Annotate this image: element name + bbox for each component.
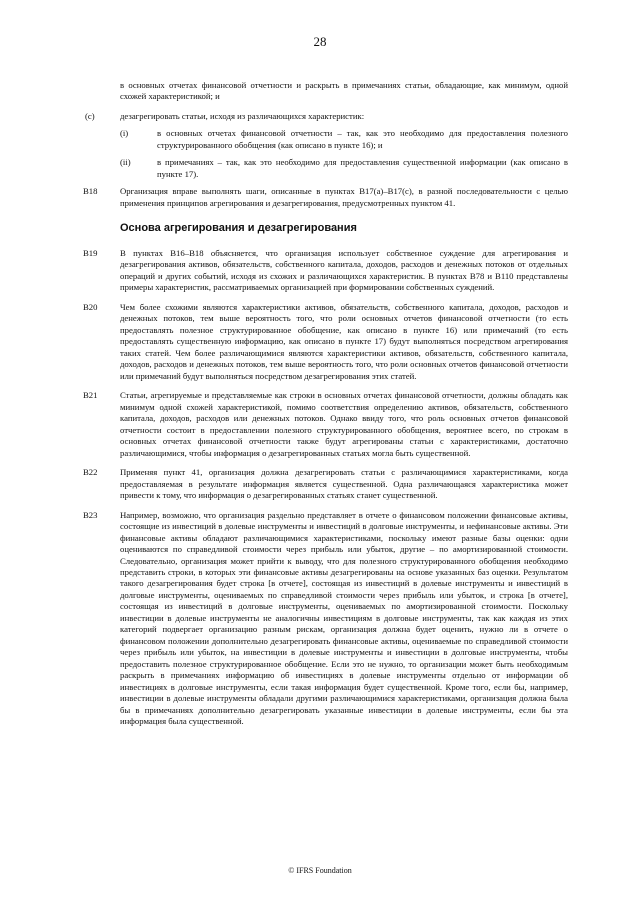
paragraph-number: B18 bbox=[83, 186, 98, 197]
sublist-item-i bbox=[120, 128, 568, 151]
paragraph-text: Чем более схожими являются характеристики активов, обязательств, собственного капитала, доходов, расходов и денежных потоков, тем выше вероятность того, что роли основных отчетов финансовой отчетности (то есть предоставлять полезное структурированное обобщение, как описано в пункте 16) или примечаний (то есть предоставлять существенную информацию, как описано в пункте 17) будут выполняться посредством агрегирования таких статей. Чем более различающимися являются характеристики активов, обязательств, собственного капитала, доходов, расходов и денежных потоков, тем выше вероятность того, что роли основных отчетов финансовой отчетности или примечаний будут выполняться посредством дезагрегирования этих статей. bbox=[120, 301, 568, 381]
list-label: (c) bbox=[85, 110, 95, 121]
section-heading: Основа агрегирования и дезагрегирования bbox=[120, 222, 357, 235]
footer-copyright: © IFRS Foundation bbox=[288, 866, 352, 875]
paragraph-text: Статьи, агрегируемые и представляемые как строки в основных отчетах финансовой отчетности, должны обладать как минимум одной схожей характеристикой, помимо соответствия определению активов, обязательств, собственного капитала, доходов, расходов или денежных потоков. Однако ввиду того, что роль основных отчетов финансовой отчетности состоит в предоставлении полезного структурированного обобщения, вероятнее всего, по строкам в основных отчетах финансовой отчетности также будут агрегированы статьи с характеристиками, достаточно различающимися, чтобы информация о дезагрегированных статьях могла быть существенной. bbox=[120, 390, 568, 458]
sublist-item-ii bbox=[120, 157, 568, 180]
paragraph-number: B19 bbox=[83, 247, 98, 258]
paragraph-number: B20 bbox=[83, 301, 98, 312]
paragraph-text: В пунктах B16–B18 объясняется, что организация использует собственное суждение для агрегирования и дезагрегирования активов, обязательств, собственного капитала, доходов, расходов и денежных потоков от отдельных операций и других событий, исходя из схожих и различающихся характеристик. В пунктах B78 и B110 представлены примеры характеристик, рассматриваемых организацией при формировании собственных суждений. bbox=[120, 247, 568, 293]
paragraph-b20 bbox=[83, 302, 568, 382]
page-body bbox=[83, 80, 568, 736]
paragraph-text: Организация вправе выполнять шаги, описанные в пунктах B17(a)–B17(c), в разной последовательности с целью применения принципов агрегирования и дезагрегирования, предусмотренных пунктом 41. bbox=[120, 186, 568, 208]
paragraph-text: Применяя пункт 41, организация должна дезагрегировать статьи с различающимися характеристиками, когда предоставляемая в результате информация является существенной. Одна различающаяся характеристика может привести к тому, что информация о дезагрегированных статьях станет существенной. bbox=[120, 467, 568, 501]
list-text: дезагрегировать статьи, исходя из различающихся характеристик: bbox=[120, 110, 365, 121]
list-item-c bbox=[83, 111, 568, 122]
sublist-text: в примечаниях – так, как это необходимо для предоставления существенной информации (как описано в пункте 17). bbox=[157, 157, 568, 179]
intro-text: в основных отчетах финансовой отчетности и раскрыть в примечаниях статьи, обладающие, как минимум, одной схожей характеристикой; и bbox=[120, 80, 568, 102]
paragraph-b19 bbox=[83, 248, 568, 294]
paragraph-number: B23 bbox=[83, 509, 98, 520]
paragraph-b23 bbox=[83, 510, 568, 728]
sublist-text: в основных отчетах финансовой отчетности – так, как это необходимо для предоставления полезного структурированного обобщения (как описано в пункте 16); и bbox=[157, 128, 568, 150]
paragraph-b21 bbox=[83, 390, 568, 459]
paragraph-number: B21 bbox=[83, 390, 98, 401]
paragraph-b22 bbox=[83, 467, 568, 501]
paragraph-b18 bbox=[83, 186, 568, 209]
sublist-label: (ii) bbox=[120, 157, 131, 168]
page-number: 28 bbox=[313, 34, 327, 49]
paragraph-number: B22 bbox=[83, 467, 98, 478]
paragraph-text: Например, возможно, что организация раздельно представляет в отчете о финансовом положении финансовые активы, состоящие из инвестиций в долевые инструменты и инвестиций в долговые инструменты, и нефинансовые активы. Эти финансовые активы обладают различающимися характеристиками, поскольку имеют разные базы оценки: одни оцениваются по справедливой стоимости через прибыль или убыток, другие – по амортизированной стоимости. Следовательно, организация может прийти к выводу, что для полезного структурированного обобщения необходимо представить строки, в которых эти финансовые активы дезагрегированы на основе указанных баз оценки. Результатом такого дезагрегирования будет строка [в отчете], состоящая из инвестиций в долевые инструменты и инвестиций в долговые инструменты, оцениваемых по справедливой стоимости через прибыль или убыток, и строка [в отчете], состоящая из инвестиций в долговые инструменты, оцениваемых по амортизированной стоимости. Поскольку инвестиции в долевые инструменты не аналогичны инвестициям в долговые инструменты, так как каждая из этих категорий подвергает организацию разным рискам, организация должна будет оценить, нужно ли в отчете о финансовом положении дополнительно дезагрегировать финансовые активы, оцениваемые по справедливой стоимости через прибыль или убыток, на инвестиции в долевые инструменты и инвестиции в долговые инструменты, чтобы предоставить полезное структурированное обобщение. Если это не нужно, то организации может быть необходимым раскрыть в примечаниях информацию об инвестициях в долевые инструменты отдельно от информации об инвестициях в долговые инструменты, если такая информация будет существенной. Кроме того, если бы, например, инвестиции в долевые инструменты обладали другими различающимися характеристиками, организация должна была бы в примечаниях дополнительно дезагрегировать указанные инвестиции в долевые инструменты, если бы эта информация была существенной. bbox=[120, 509, 568, 727]
sublist-label: (i) bbox=[120, 128, 129, 139]
